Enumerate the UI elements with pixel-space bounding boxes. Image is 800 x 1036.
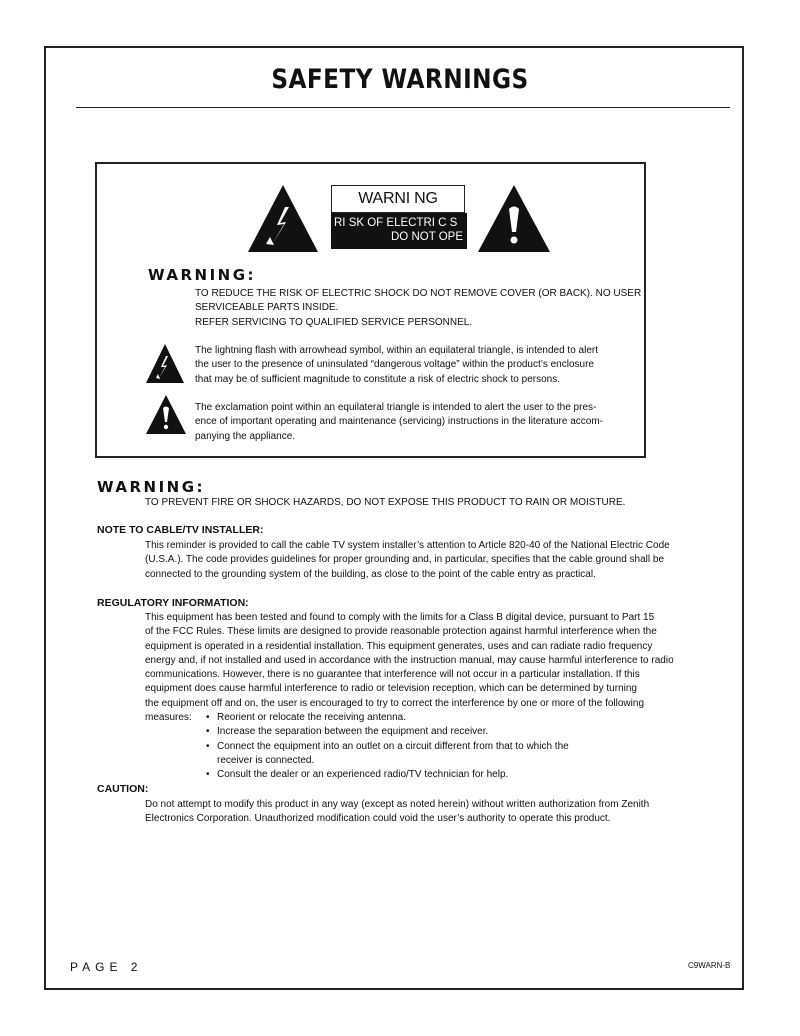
regulatory-line: energy and, if not installed and used in accordance with the instruction manual, may cause harmful interference to radio	[145, 654, 674, 666]
exclamation-line: The exclamation point within an equilateral triangle is intended to alert the user to the pres-	[195, 402, 597, 413]
regulatory-heading: REGULATORY INFORMATION:	[97, 597, 249, 609]
warning-label-line1: RI SK OF ELECTRI C S	[334, 217, 458, 229]
warning-heading: WARNING:	[97, 478, 206, 496]
regulatory-line: equipment does cause harmful interference to radio or television reception, which can be determined by turning	[145, 683, 637, 695]
caution-line: Do not attempt to modify this product in any way (except as noted herein) without written authorization from Zenith	[145, 799, 650, 810]
regulatory-line: This equipment has been tested and found to comply with the limits for a Class B digital device, pursuant to Part 15	[145, 612, 655, 623]
regulatory-line: equipment is operated in a residential installation. This equipment generates, uses and can radiate radio frequency	[145, 640, 653, 652]
exclamation-triangle-icon	[478, 185, 550, 253]
caution-line: Electronics Corporation. Unauthorized modification could void the user’s authority to operate this product.	[145, 813, 611, 825]
cable-line: (U.S.A.). The code provides guidelines for proper grounding and, in particular, specifies that the cable ground shall be	[145, 554, 665, 566]
exclamation-line: ence of important operating and maintenance (servicing) instructions in the literature accom-	[195, 416, 603, 428]
regulatory-line: communications. However, there is no guarantee that interference will not occur in a particular installation. If this	[145, 669, 640, 681]
box-warning-text	[195, 287, 641, 330]
measure-item: • Reorient or relocate the receiving antenna.	[204, 711, 569, 725]
cable-line: This reminder is provided to call the cable TV system installer’s attention to Article 820-40 of the National Electric Code	[145, 540, 670, 551]
lightning-line: that may be of sufficient magnitude to constitute a risk of electric shock to persons.	[195, 373, 560, 385]
lightning-triangle-icon	[248, 185, 318, 253]
warning-label-body	[331, 213, 467, 249]
warning-label-line2: DO NOT OPE	[391, 231, 463, 243]
box-warning-heading: WARNING:	[148, 266, 257, 284]
caution-text	[145, 798, 649, 827]
title-divider	[76, 107, 730, 108]
measure-item: • Increase the separation between the equipment and receiver.	[204, 725, 569, 739]
box-warning-line: TO REDUCE THE RISK OF ELECTRIC SHOCK DO NOT REMOVE COVER (OR BACK). NO USER	[195, 288, 642, 299]
cable-installer-heading: NOTE TO CABLE/TV INSTALLER:	[97, 524, 264, 536]
regulatory-line: of the FCC Rules. These limits are designed to provide reasonable protection against harmful interference when the	[145, 626, 657, 638]
cable-line: connected to the grounding system of the building, as close to the point of the cable entry as practical.	[145, 568, 596, 580]
warning-label	[331, 185, 467, 251]
cable-installer-text	[145, 539, 670, 582]
caution-heading: CAUTION:	[97, 783, 149, 795]
regulatory-text	[145, 611, 674, 711]
small-lightning-triangle-icon	[146, 344, 184, 384]
measures-label: measures:	[145, 712, 192, 723]
exclamation-description	[195, 401, 603, 444]
regulatory-line: the equipment off and on, the user is encouraged to try to correct the interference by one or more of the following	[145, 697, 644, 709]
lightning-description	[195, 344, 598, 387]
lightning-line: The lightning flash with arrowhead symbol, within an equilateral triangle, is intended to alert	[195, 345, 599, 356]
measure-item: • Connect the equipment into an outlet on a circuit different from that to which the	[204, 740, 569, 754]
box-warning-line: REFER SERVICING TO QUALIFIED SERVICE PERSONNEL.	[195, 316, 473, 328]
measures-list	[204, 711, 569, 782]
warning-label-head: WARNI NG	[331, 185, 465, 213]
measure-item-continuation: receiver is connected.	[217, 754, 315, 766]
document-code: C9WARN-B	[688, 961, 731, 970]
page-number: PAGE 2	[70, 960, 143, 974]
measure-item: • Consult the dealer or an experienced radio/TV technician for help.	[204, 768, 569, 782]
exclamation-line: panying the appliance.	[195, 430, 296, 442]
warning-text: TO PREVENT FIRE OR SHOCK HAZARDS, DO NOT EXPOSE THIS PRODUCT TO RAIN OR MOISTURE.	[145, 497, 626, 508]
lightning-line: the user to the presence of uninsulated “dangerous voltage” within the product’s enclosure	[195, 359, 594, 371]
small-exclamation-triangle-icon	[146, 395, 186, 435]
page-title: SAFETY WARNINGS	[271, 64, 529, 95]
box-warning-line: SERVICEABLE PARTS INSIDE.	[195, 302, 339, 314]
